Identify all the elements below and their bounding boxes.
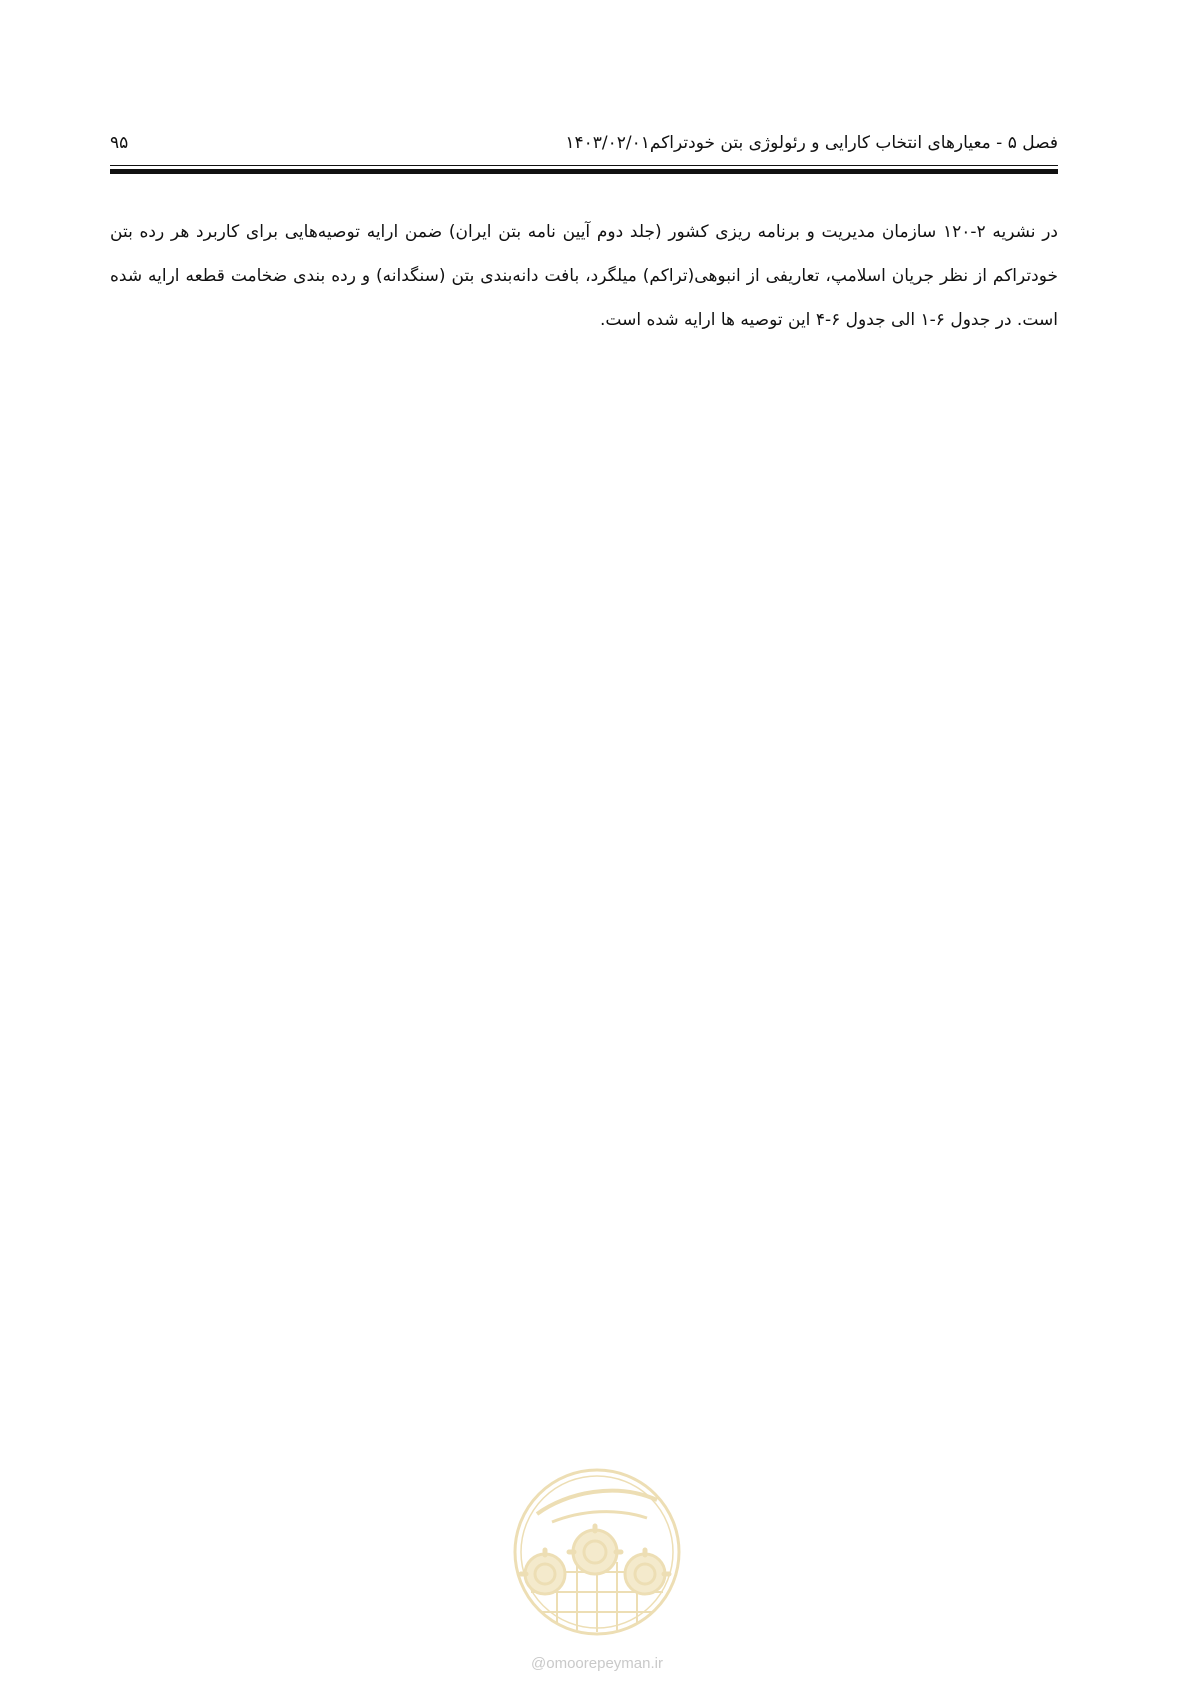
watermark-url: @omoorepeyman.ir	[531, 1655, 663, 1672]
page-number: ۹۵	[110, 133, 129, 153]
watermark-seal-icon	[497, 1452, 697, 1652]
body-paragraph: در نشریه ۲-۱۲۰ سازمان مدیریت و برنامه ریزی کشور (جلد دوم آیین نامه بتن ایران) ضمن ارایه توصیه‌هایی برای کاربرد هر رده بتن خودتراکم از نظر جریان اسلامپ، تعاریفی از انبوهی(تراکم) میلگرد، بافت دانه‌بندی بتن (سنگدانه) و رده بندی ضخامت قطعه ارایه شده است. در جدول ۶-۱ الی جدول ۶-۴ این توصیه ها ارایه شده است.	[110, 222, 1058, 330]
page-header	[110, 128, 1058, 158]
header-rule-thick	[110, 169, 1058, 174]
header-rule-thin	[110, 165, 1058, 166]
watermark-logo	[497, 1452, 697, 1702]
running-title: فصل ۵ - معیارهای انتخاب کارایی و رئولوژی بتن خودتراکم۱۴۰۳/۰۲/۰۱	[565, 133, 1058, 153]
